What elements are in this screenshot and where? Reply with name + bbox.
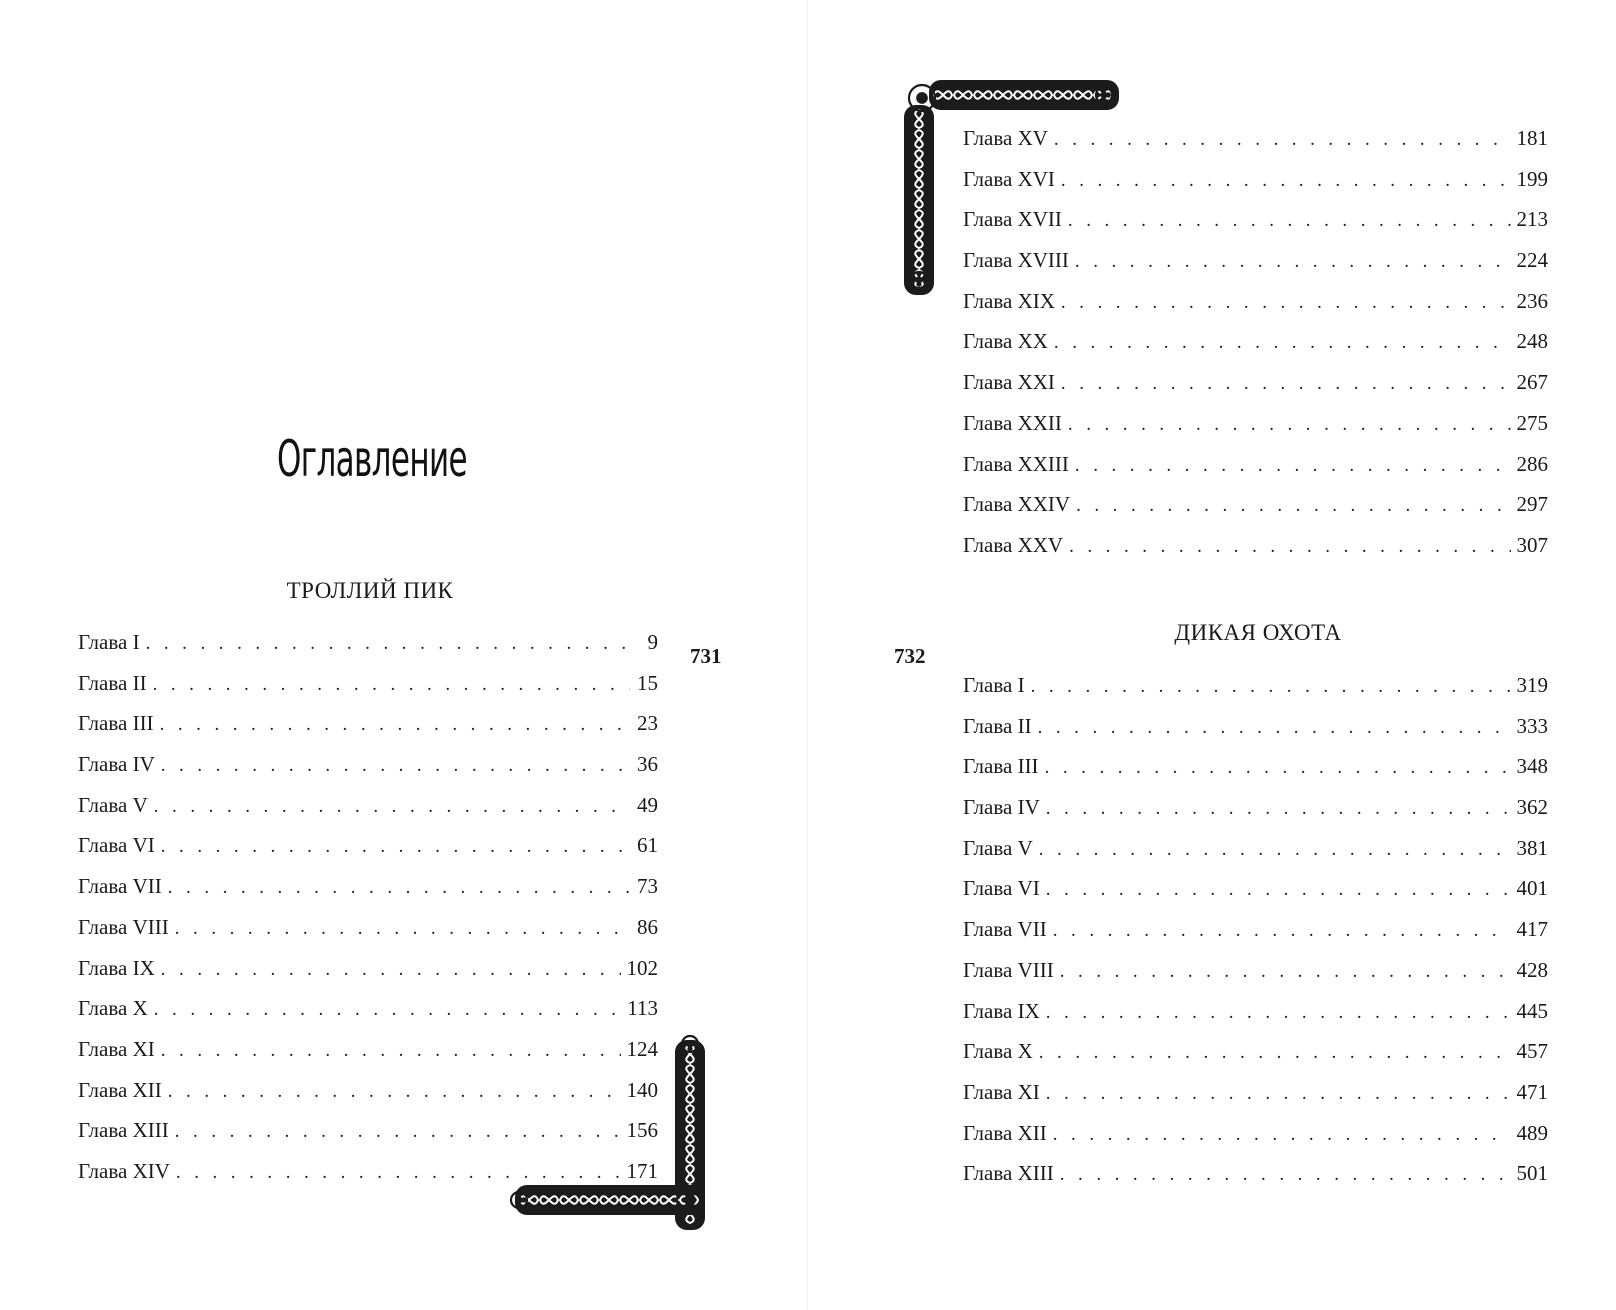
toc-entry [963,917,1548,958]
toc-entry-page-number: 307 [1516,532,1548,557]
toc-entry-label: Глава I [78,630,140,654]
toc-entry-page-number: 489 [1516,1120,1548,1145]
toc-entry-label: Глава VI [78,833,155,858]
toc-list-troll-peak-continued [963,126,1548,574]
toc-entry-label: Глава XIV [78,1158,170,1183]
toc-entry [78,711,658,752]
toc-entry-page-number: 381 [1516,835,1548,860]
toc-leader-dots [1046,1002,1511,1024]
toc-entry-page-number: 348 [1516,754,1548,779]
toc-leader-dots [1046,879,1511,901]
right-page [808,0,1616,1310]
toc-entry-page-number: 457 [1516,1039,1548,1064]
toc-leader-dots [1075,251,1511,273]
toc-entry-label: Глава XIII [78,1118,169,1143]
toc-entry-page-number: 113 [627,996,658,1021]
toc-entry-page-number: 224 [1516,248,1548,273]
toc-entry-label: Глава IX [963,998,1040,1023]
toc-entry [963,492,1548,533]
toc-entry-label: Глава III [78,711,154,736]
toc-entry-page-number: 140 [626,1077,658,1102]
part-title-troll-peak: ТРОЛЛИЙ ПИК [286,578,454,603]
toc-entry-label: Глава XVII [963,207,1062,232]
toc-entry [78,956,658,997]
toc-entry [963,1161,1548,1202]
toc-entry-page-number: 445 [1516,998,1548,1023]
page-number-left: 731 [690,644,722,668]
toc-entry-label: Глава IX [78,955,155,980]
toc-entry-page-number: 23 [637,711,658,736]
toc-leader-dots [1045,757,1511,779]
toc-leader-dots [1076,495,1510,517]
toc-entry [963,452,1548,493]
page-number-right: 732 [894,644,926,668]
toc-leader-dots [1038,717,1511,739]
toc-entry-label: Глава XIX [963,288,1055,313]
toc-entry [78,833,658,874]
toc-entry-page-number: 49 [637,792,658,817]
toc-entry [963,1121,1548,1162]
toc-entry [963,207,1548,248]
toc-entry [963,248,1548,289]
toc-entry [963,876,1548,917]
toc-leader-dots [161,959,621,981]
toc-entry-label: Глава X [963,1039,1033,1064]
toc-entry-page-number: 501 [1516,1161,1548,1186]
toc-leader-dots [1061,170,1511,192]
toc-leader-dots [1060,961,1511,983]
toc-entry-page-number: 36 [637,752,658,777]
toc-entry-label: Глава XII [963,1120,1047,1145]
toc-entry [963,836,1548,877]
toc-entry-page-number: 286 [1516,451,1548,476]
toc-leader-dots [1053,920,1511,942]
toc-entry-label: Глава VII [963,917,1047,942]
toc-entry-label: Глава XII [78,1077,162,1102]
toc-entry-page-number: 61 [637,833,658,858]
toc-entry-page-number: 428 [1516,957,1548,982]
toc-entry-page-number: 417 [1516,917,1548,942]
toc-entry [963,167,1548,208]
toc-entry-page-number: 86 [637,914,658,939]
toc-entry [963,1039,1548,1080]
corner-ornament-bottom-right [505,1030,725,1245]
toc-entry [78,915,658,956]
toc-entry-label: Глава XXIV [963,492,1071,517]
toc-leader-dots [146,633,630,655]
toc-entry-label: Глава XX [963,329,1048,354]
toc-leader-dots [153,674,630,696]
toc-entry-label: Глава I [963,673,1025,697]
toc-leader-dots [1039,1042,1511,1064]
toc-entry-page-number: 248 [1516,329,1548,354]
toc-leader-dots [1061,373,1511,395]
toc-entry [963,370,1548,411]
toc-leader-dots [1060,1164,1511,1186]
toc-entry-page-number: 471 [1516,1079,1548,1104]
toc-entry [78,630,658,671]
toc-entry [963,958,1548,999]
toc-entry [963,999,1548,1040]
toc-entry-page-number: 319 [1516,673,1548,697]
part-title-wild-hunt: ДИКАЯ ОХОТА [1174,620,1342,645]
toc-entry [963,289,1548,330]
toc-entry-label: Глава X [78,996,148,1021]
toc-leader-dots [1069,536,1510,558]
toc-entry-label: Глава XIII [963,1161,1054,1186]
toc-leader-dots [1046,798,1511,820]
toc-leader-dots [1031,676,1511,698]
toc-entry [963,1080,1548,1121]
toc-entry-label: Глава XI [963,1079,1040,1104]
toc-entry [78,874,658,915]
toc-entry [963,754,1548,795]
toc-heading: Оглавление [277,430,467,488]
toc-leader-dots [168,877,630,899]
toc-entry-label: Глава XXI [963,370,1055,395]
toc-entry-label: Глава VIII [78,914,169,939]
toc-leader-dots [1046,1083,1511,1105]
toc-entry [963,411,1548,452]
toc-entry-label: Глава XXIII [963,451,1069,476]
toc-entry-page-number: 15 [637,670,658,695]
toc-entry [78,752,658,793]
toc-entry-page-number: 362 [1516,795,1548,820]
toc-entry-page-number: 236 [1516,288,1548,313]
toc-leader-dots [175,918,630,940]
toc-entry-label: Глава XVI [963,166,1055,191]
toc-entry-page-number: 124 [626,1036,658,1061]
toc-entry-page-number: 297 [1516,492,1548,517]
toc-list-wild-hunt [963,673,1548,1202]
toc-entry-page-number: 73 [637,874,658,899]
toc-entry-label: Глава IV [963,795,1040,820]
toc-entry [963,795,1548,836]
toc-leader-dots [161,755,630,777]
toc-entry-label: Глава V [78,792,148,817]
toc-entry-page-number: 401 [1516,876,1548,901]
toc-entry [963,329,1548,370]
toc-entry-label: Глава II [78,670,147,695]
toc-leader-dots [1061,292,1511,314]
toc-entry-page-number: 199 [1516,166,1548,191]
toc-leader-dots [1039,839,1511,861]
toc-entry-page-number: 102 [626,955,658,980]
toc-entry-page-number: 267 [1516,370,1548,395]
toc-entry-label: Глава XXV [963,532,1064,557]
toc-entry-label: Глава VIII [963,957,1054,982]
toc-leader-dots [154,999,622,1021]
toc-entry-label: Глава V [963,835,1033,860]
toc-entry [963,533,1548,574]
toc-leader-dots [1054,129,1511,151]
toc-leader-dots [160,714,630,736]
toc-leader-dots [161,836,630,858]
toc-entry [963,673,1548,714]
toc-leader-dots [154,796,630,818]
toc-leader-dots [1075,455,1511,477]
toc-entry-page-number: 156 [626,1118,658,1143]
toc-entry [78,671,658,712]
toc-leader-dots [1068,210,1511,232]
toc-entry [78,793,658,834]
toc-leader-dots [1068,414,1511,436]
toc-entry-page-number: 333 [1516,713,1548,738]
toc-leader-dots [1054,332,1511,354]
toc-entry-page-number: 9 [647,630,658,654]
toc-entry-label: Глава III [963,754,1039,779]
toc-entry-label: Глава IV [78,752,155,777]
toc-entry-label: Глава XVIII [963,248,1069,273]
toc-entry-label: Глава II [963,713,1032,738]
toc-entry-page-number: 275 [1516,410,1548,435]
toc-entry-label: Глава VII [78,874,162,899]
toc-entry-page-number: 181 [1516,126,1548,150]
toc-entry-page-number: 171 [626,1158,658,1183]
toc-entry [963,126,1548,167]
toc-entry-page-number: 213 [1516,207,1548,232]
toc-leader-dots [1053,1124,1511,1146]
toc-entry [963,714,1548,755]
toc-entry-label: Глава XI [78,1036,155,1061]
toc-entry-label: Глава XV [963,126,1048,150]
toc-entry-label: Глава VI [963,876,1040,901]
toc-entry-label: Глава XXII [963,410,1062,435]
